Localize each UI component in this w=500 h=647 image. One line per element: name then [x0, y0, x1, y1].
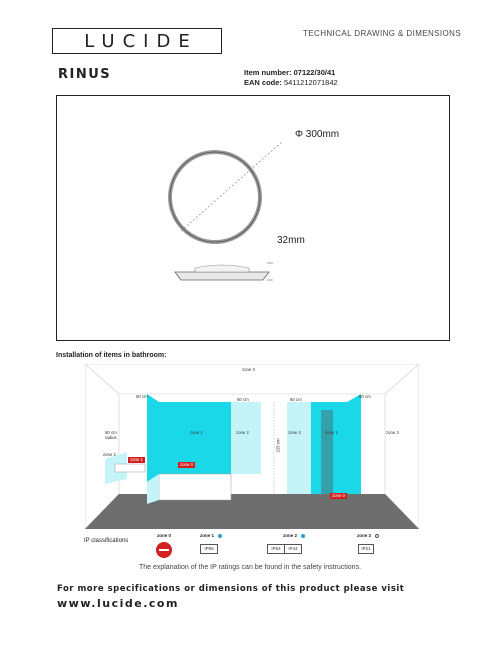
- fixture-side-dome: [195, 265, 249, 272]
- ip65-box: IP65: [200, 544, 218, 554]
- center-60cm-a-label: 60 cm: [237, 397, 249, 402]
- basin: [115, 464, 145, 472]
- zone1-right-side: [347, 394, 361, 494]
- zone1-dot-icon: [218, 534, 222, 538]
- zone1-right-label: zone 1: [325, 430, 338, 435]
- zone2-right-label: zone 2: [288, 430, 301, 435]
- bathtub: [159, 474, 231, 500]
- drawing-svg: [57, 96, 451, 342]
- ip-classifications-title: IP classifications: [84, 538, 129, 544]
- brand-logo: [52, 28, 222, 54]
- ip21-box: IP21: [358, 544, 374, 554]
- ean-line: [244, 78, 338, 87]
- zone2-mid-label: zone 2: [236, 430, 249, 435]
- brand-logo-text: LUCIDE: [84, 31, 198, 52]
- zone1-left-area: [159, 402, 231, 474]
- zone1-left-side: [147, 394, 159, 482]
- fixture-top-view: [170, 152, 260, 242]
- ip-zone3-label: zone 3: [357, 533, 372, 538]
- shower-pole: [321, 410, 333, 494]
- safety-note: The explanation of the IP ratings can be found in the safety instructions.: [138, 564, 362, 571]
- ean-label: EAN code:: [244, 78, 282, 87]
- zone0-shower-tag: zone 0: [332, 493, 345, 498]
- zone0-bath-tag: zone 0: [180, 462, 193, 467]
- ip-zone0-label: zone 0: [157, 533, 172, 538]
- zone2-basin-label: zone 2: [103, 452, 116, 457]
- ean-value: 5411212071842: [284, 78, 338, 87]
- product-name: RINUS: [58, 67, 112, 82]
- diameter-label: Φ 300mm: [295, 129, 340, 140]
- zone2-dot-icon: [301, 534, 305, 538]
- zone2-right-area: [287, 402, 311, 494]
- floor: [85, 494, 419, 529]
- zone3-top-label: zone 3: [242, 367, 255, 372]
- zone2-mid-area: [231, 402, 261, 474]
- ip-zone2-label: zone 2: [283, 533, 298, 538]
- document-type: TECHNICAL DRAWING & DIMENSIONS: [303, 29, 462, 38]
- ip54-box: IP54: [267, 544, 285, 554]
- radius-label-1: 60 cm: [105, 430, 117, 435]
- ip44-box: IP44: [284, 544, 302, 554]
- right-60cm-label: 60 cm: [359, 394, 371, 399]
- website-link[interactable]: www.lucide.com: [57, 597, 179, 610]
- fixture-side-view: [175, 272, 269, 280]
- zone1-left-label: zone 1: [190, 430, 203, 435]
- center-60cm-b-label: 60 cm: [290, 397, 302, 402]
- technical-drawing: [56, 95, 450, 341]
- installation-title: Installation of items in bathroom:: [56, 352, 167, 359]
- zone3-right-label: zone 3: [386, 430, 399, 435]
- radius-label-2: radius: [105, 435, 117, 440]
- item-number-line: [244, 68, 335, 77]
- item-number-label: Item number:: [244, 68, 292, 77]
- ip-zone1-label: zone 1: [200, 533, 215, 538]
- bathroom-zones-diagram: [85, 364, 419, 534]
- zone1-basin-tag: zone 1: [130, 457, 143, 462]
- height-225-label: 225 cm: [275, 438, 281, 453]
- zone3-dot-icon: [375, 534, 379, 538]
- height-label: 32mm: [277, 235, 305, 246]
- item-number-value: 07122/30/41: [293, 68, 336, 77]
- more-info-text: For more specifications or dimensions of this product please visit: [57, 584, 405, 594]
- left-60cm-label: 60 cm: [136, 394, 148, 399]
- no-entry-icon: [156, 542, 172, 558]
